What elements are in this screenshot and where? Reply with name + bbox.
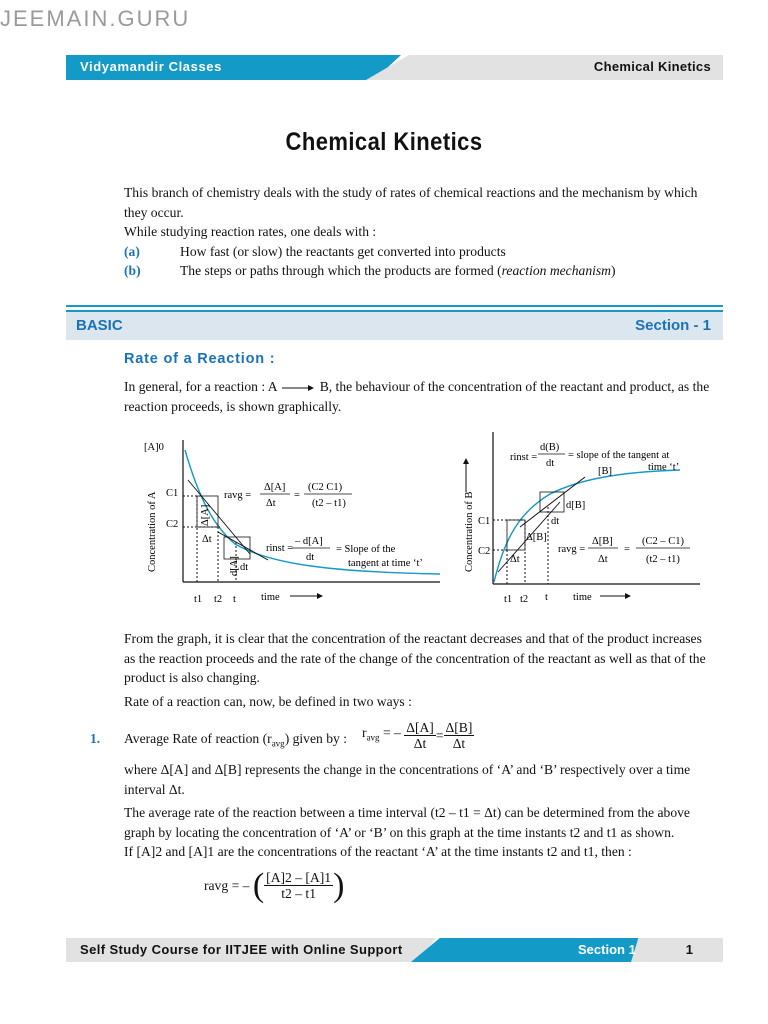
final-num: [A]2 – [A]1: [266, 870, 332, 885]
c1-label: C1: [166, 488, 179, 499]
general-line-1: [124, 377, 724, 397]
page-header: [66, 55, 723, 80]
reaction-arrow-icon: [280, 383, 316, 393]
header-brand: Vidyamandir Classes: [80, 59, 222, 74]
rinst-num: – d[A]: [295, 536, 323, 547]
final-mid: = –: [231, 877, 250, 893]
watermark: JEEMAIN.GURU: [0, 6, 191, 31]
rinst-den: dt: [306, 552, 315, 563]
slope-text: = slope of the tangent at: [568, 450, 670, 461]
ravg-label: ravg =: [558, 544, 586, 555]
general-text-b: B, the behaviour of the concentration of the reactant and product, as the: [319, 379, 710, 394]
intro-item-b: [124, 261, 724, 281]
item-1-text: Average Rate of reaction $(r_{avg})$ given by :: [124, 731, 347, 749]
avg-line-2: graph by locating the concentration of ‘A’ or ‘B’ on this graph at the time instants t2 and t1 as shown.: [124, 824, 675, 840]
a0-label: [A]0: [144, 442, 164, 453]
footer-course: Self Study Course for IITJEE with Online Support: [80, 942, 403, 957]
item-label: (a): [124, 243, 140, 259]
footer-grey-band-right: [631, 938, 723, 962]
intro-line-1: This branch of chemistry deals with the study of rates of chemical reactions and the mechanism by which: [124, 185, 698, 200]
subheading: Rate of a Reaction :: [124, 351, 276, 367]
ravg-den: Δt: [266, 498, 276, 509]
ravg-label: ravg =: [224, 490, 252, 501]
section-bar: [66, 310, 723, 340]
tick-t: t: [233, 594, 236, 605]
section-divider: [66, 305, 723, 307]
slope-text-2: time ‘t’: [648, 462, 680, 473]
fraction-1-num: Δ[A]: [406, 720, 434, 735]
c1-label: C1: [478, 516, 491, 527]
slope-text: = Slope of the: [336, 544, 396, 555]
rinst-label: rinst =: [266, 543, 294, 554]
fraction-2-den: Δt: [452, 736, 466, 751]
avg-rate-equation: $r_{avg}$ = – $\frac{\Delta[A]}{\Delta t}$ = $\frac{\Delta[B]}{\Delta t}$: [362, 720, 473, 751]
item-number: 1.: [90, 731, 101, 746]
page-number: 1: [685, 942, 693, 957]
x-axis-label: time: [573, 592, 592, 603]
svg-text:=: =: [624, 544, 630, 555]
where-line-2: interval Δt.: [124, 781, 185, 797]
rinst-num: d(B): [540, 442, 560, 453]
final-lhs: ravg: [204, 877, 229, 893]
graph-concentration-b: [460, 432, 710, 612]
from-graph-line-1: From the graph, it is clear that the concentration of the reactant decreases and that of the product increases: [124, 631, 702, 646]
ravg-den2: (t2 – t1): [312, 498, 346, 509]
ravg-den2: (t2 – t1): [646, 554, 680, 565]
item-1: [90, 720, 730, 756]
y-axis-label: Concentration of A: [147, 491, 158, 572]
rinst-den: dt: [546, 458, 555, 469]
rinst-label: rinst =: [510, 452, 538, 463]
two-ways: Rate of a reaction can, now, be defined in two ways :: [124, 693, 412, 709]
intro-line-3: While studying reaction rates, one deals with :: [124, 224, 377, 239]
dt-label: dt: [240, 562, 249, 573]
tick-t2: t2: [214, 594, 223, 605]
page-footer: [66, 938, 723, 962]
item-text: The steps or paths through which the products are formed (: [180, 263, 502, 278]
ravg-num: Δ[B]: [592, 536, 613, 547]
from-graph-line-2: as the reaction proceeds and the rate of the change of the concentration of the reactant as well as that of the: [124, 650, 706, 666]
tick-t1: t1: [194, 594, 203, 605]
general-paragraph: [124, 377, 724, 416]
footer-section: Section 1: [578, 942, 636, 957]
item-label: (b): [124, 263, 141, 278]
avg-line-1: The average rate of the reaction between a time interval (t2 – t1 = Δt) can be determined from the above: [124, 805, 690, 820]
section-label: BASIC: [76, 317, 123, 334]
delta-t-label: Δt: [202, 534, 212, 545]
ravg-den: Δt: [598, 554, 608, 565]
b-label: [B]: [598, 466, 612, 477]
final-den: t2 – t1: [281, 886, 317, 901]
section-number: Section - 1: [635, 317, 711, 334]
where-line-1: where Δ[A] and Δ[B] represents the change in the concentrations of ‘A’ and ‘B’ respectively over a time: [124, 762, 691, 777]
ravg-num: Δ[A]: [264, 482, 286, 493]
final-equation: ravg = – ( $\frac{[A]2 - [A]1}{t2 - t1}$ ): [204, 866, 345, 904]
ravg-eq: =: [294, 490, 300, 501]
dt-label: dt: [551, 516, 560, 527]
item-close: ): [611, 263, 616, 278]
item-italic: reaction mechanism: [501, 263, 611, 278]
tick-t2: t2: [520, 594, 529, 605]
item-text: How fast (or slow) the reactants get converted into products: [180, 243, 506, 259]
tangent-line: [218, 532, 268, 560]
c2-label: C2: [166, 519, 179, 530]
from-graph-line-3: product is also changing.: [124, 670, 260, 685]
tick-t: t: [545, 592, 548, 603]
delta-a-label: Δ[A]: [200, 504, 211, 526]
ravg-num2: (C2 – C1): [642, 536, 684, 547]
x-arrow-head: [317, 593, 323, 599]
intro-paragraph: [124, 183, 724, 281]
graph-concentration-a: [140, 432, 460, 612]
d-a-label: d[A]: [229, 556, 240, 576]
header-chapter: Chemical Kinetics: [593, 59, 711, 74]
c2-label: C2: [478, 546, 491, 557]
intro-line-2: they occur.: [124, 204, 184, 220]
x-axis-label: time: [261, 592, 280, 603]
d-b-label: d[B]: [566, 500, 586, 511]
fraction-1-den: Δt: [413, 736, 427, 751]
ravg-num2: (C2 C1): [308, 482, 343, 493]
delta-t-label: Δt: [510, 554, 520, 565]
slope-text-2: tangent at time ‘t’: [348, 558, 423, 569]
delta-b-label: Δ[B]: [526, 532, 547, 543]
avg-line-3: If [A]2 and [A]1 are the concentrations of the reactant ‘A’ at the time instants t2 and t1, then :: [124, 844, 632, 859]
y-axis-label: Concentration of B: [464, 491, 475, 572]
fraction-2-num: Δ[B]: [445, 720, 473, 735]
general-text-a: In general, for a reaction : A: [124, 379, 277, 394]
where-paragraph: [124, 760, 724, 862]
intro-item-a: [124, 242, 724, 262]
tick-t1: t1: [504, 594, 513, 605]
from-graph-paragraph: [124, 629, 724, 711]
general-line-2: reaction proceeds, is shown graphically.: [124, 398, 342, 414]
page-title: Chemical Kinetics: [285, 128, 483, 156]
